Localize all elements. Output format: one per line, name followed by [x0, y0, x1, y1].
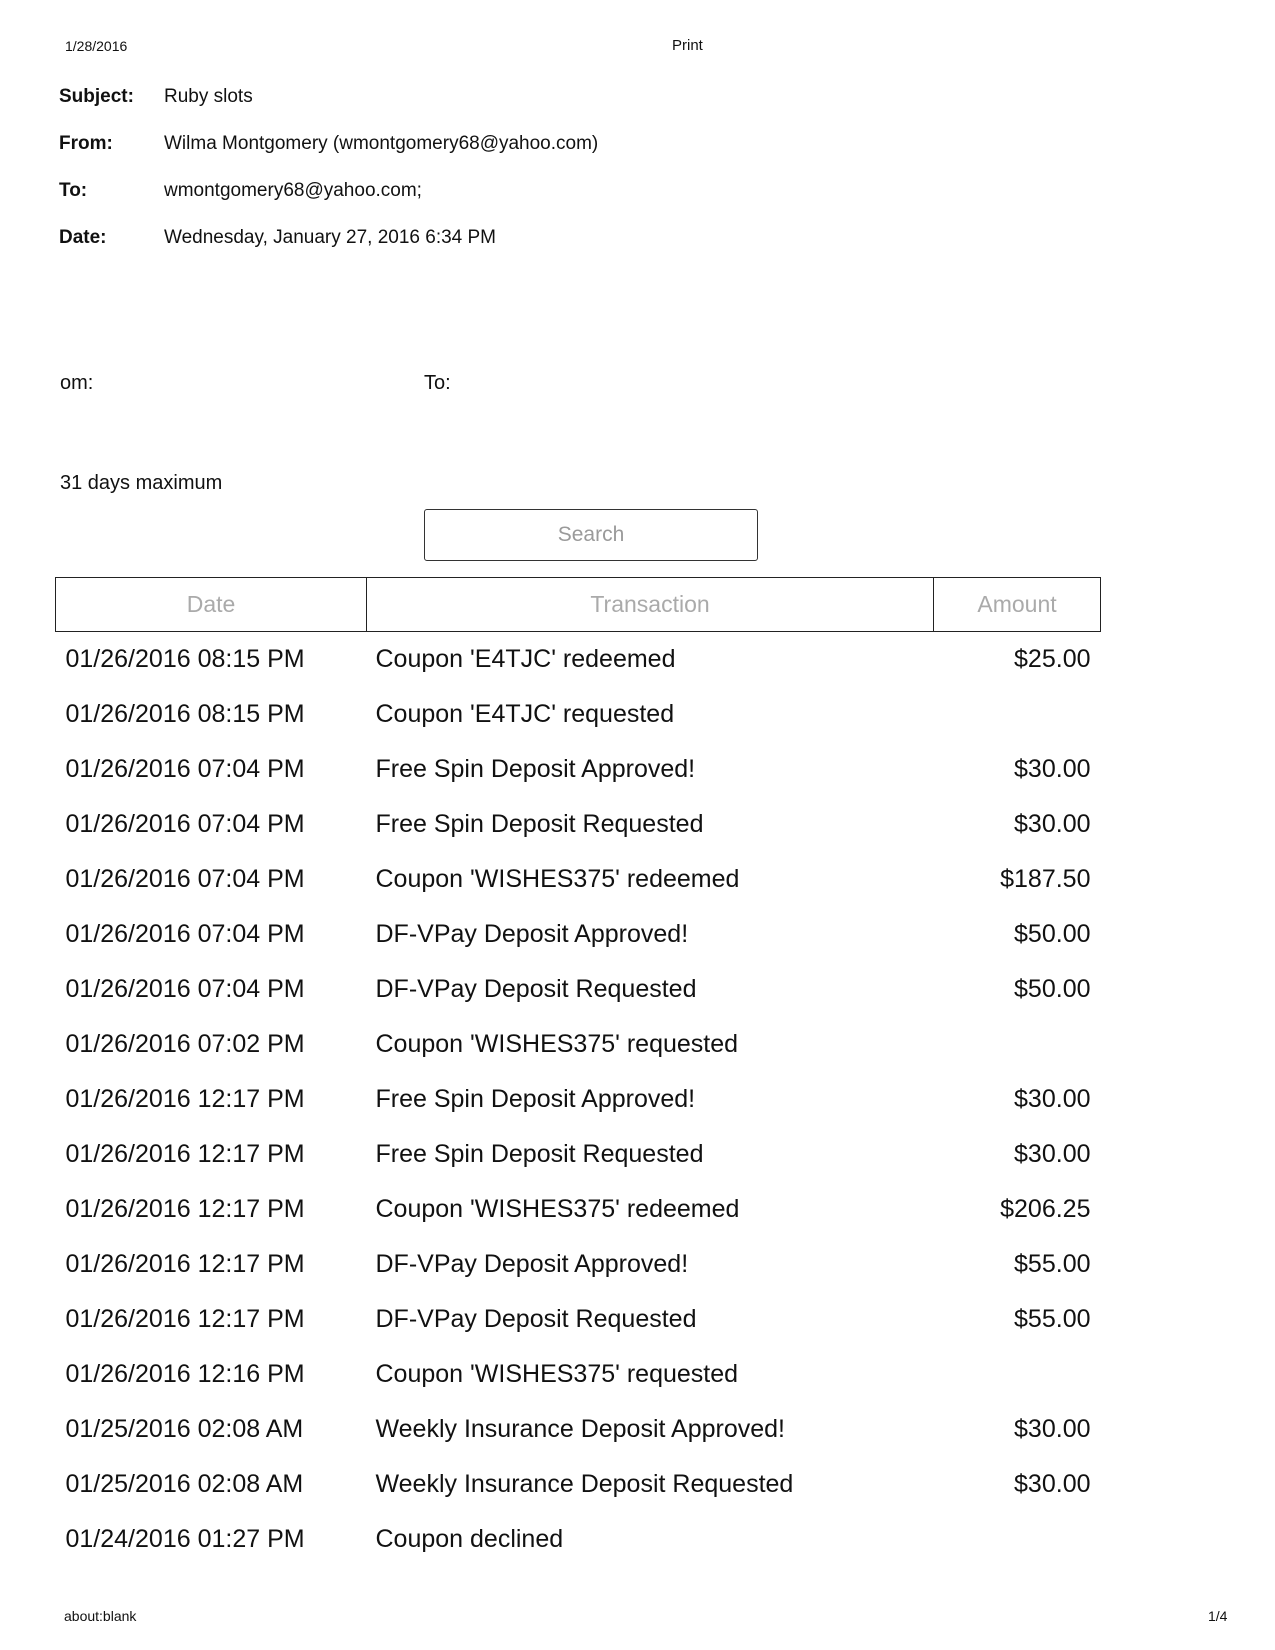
table-row [56, 1127, 1101, 1182]
date-label: Date: [59, 227, 107, 248]
row-date: 01/26/2016 07:04 PM [65, 920, 305, 948]
row-amount: $30.00 [1014, 810, 1091, 838]
row-amount: $30.00 [1014, 1415, 1091, 1443]
to-value: wmontgomery68@yahoo.com; [164, 180, 422, 201]
table-row [56, 632, 1101, 688]
row-date: 01/26/2016 07:04 PM [65, 975, 305, 1003]
row-amount: $30.00 [1014, 1140, 1091, 1168]
email-from-row [59, 133, 598, 155]
footer-url: about:blank [64, 1608, 137, 1624]
row-transaction: Coupon 'WISHES375' redeemed [375, 865, 740, 893]
row-date: 01/26/2016 12:17 PM [65, 1305, 305, 1333]
row-transaction: DF-VPay Deposit Approved! [375, 920, 689, 948]
row-date: 01/26/2016 12:17 PM [65, 1195, 305, 1223]
row-date: 01/25/2016 02:08 AM [65, 1415, 304, 1443]
column-header-transaction[interactable]: Transaction [367, 578, 934, 632]
table-header-row [56, 578, 1101, 632]
row-date: 01/26/2016 07:04 PM [65, 865, 305, 893]
to-label: To: [59, 180, 88, 201]
date-value: Wednesday, January 27, 2016 6:34 PM [164, 227, 497, 248]
table-row [56, 687, 1101, 742]
filter-to-label: To: [424, 372, 451, 394]
row-date: 01/26/2016 07:02 PM [65, 1030, 305, 1058]
email-to-row [59, 180, 422, 202]
table-row [56, 1017, 1101, 1072]
row-date: 01/26/2016 08:15 PM [65, 645, 305, 673]
row-transaction: Free Spin Deposit Approved! [375, 1085, 696, 1113]
table-row [56, 1237, 1101, 1292]
subject-label: Subject: [59, 86, 134, 107]
row-transaction: Free Spin Deposit Requested [375, 1140, 704, 1168]
row-amount: $50.00 [1014, 920, 1091, 948]
row-amount [934, 1017, 1101, 1072]
row-transaction: Weekly Insurance Deposit Requested [375, 1470, 794, 1498]
email-subject-row [59, 86, 253, 108]
footer-page-number: 1/4 [1208, 1608, 1228, 1624]
filter-from-label: om: [60, 372, 94, 394]
row-transaction: Coupon 'E4TJC' requested [375, 700, 675, 728]
row-transaction: DF-VPay Deposit Approved! [375, 1250, 689, 1278]
row-amount: $55.00 [1014, 1305, 1091, 1333]
row-amount: $30.00 [1014, 755, 1091, 783]
row-transaction: Free Spin Deposit Requested [375, 810, 704, 838]
search-button[interactable]: Search [424, 509, 758, 561]
subject-value: Ruby slots [164, 86, 253, 107]
row-amount: $55.00 [1014, 1250, 1091, 1278]
row-date: 01/26/2016 07:04 PM [65, 810, 305, 838]
row-transaction: Coupon 'WISHES375' requested [375, 1360, 739, 1388]
row-date: 01/26/2016 08:15 PM [65, 700, 305, 728]
table-row [56, 962, 1101, 1017]
row-transaction: Coupon 'WISHES375' requested [375, 1030, 739, 1058]
date-range-hint: 31 days maximum [60, 472, 223, 494]
row-date: 01/25/2016 02:08 AM [65, 1470, 304, 1498]
row-amount: $187.50 [1000, 865, 1091, 893]
transactions-table [55, 577, 1101, 1567]
table-row [56, 1182, 1101, 1237]
row-date: 01/26/2016 12:17 PM [65, 1140, 305, 1168]
row-amount: $30.00 [1014, 1470, 1091, 1498]
table-row [56, 797, 1101, 852]
row-transaction: DF-VPay Deposit Requested [375, 975, 697, 1003]
from-value: Wilma Montgomery (wmontgomery68@yahoo.com) [164, 133, 599, 154]
print-label: Print [672, 37, 703, 54]
row-amount [934, 687, 1101, 742]
table-row [56, 1292, 1101, 1347]
table-row [56, 742, 1101, 797]
table-row [56, 852, 1101, 907]
row-date: 01/26/2016 07:04 PM [65, 755, 305, 783]
column-header-date[interactable]: Date [56, 578, 367, 632]
print-date: 1/28/2016 [65, 38, 128, 54]
row-transaction: Coupon declined [375, 1525, 564, 1553]
row-amount: $25.00 [1014, 645, 1091, 673]
row-amount: $30.00 [1014, 1085, 1091, 1113]
row-amount [934, 1512, 1101, 1567]
row-transaction: Free Spin Deposit Approved! [375, 755, 696, 783]
table-row [56, 1512, 1101, 1567]
row-transaction: Coupon 'E4TJC' redeemed [375, 645, 676, 673]
row-transaction: DF-VPay Deposit Requested [375, 1305, 697, 1333]
table-row [56, 1072, 1101, 1127]
row-amount: $50.00 [1014, 975, 1091, 1003]
table-row [56, 1347, 1101, 1402]
row-amount: $206.25 [1000, 1195, 1091, 1223]
row-date: 01/24/2016 01:27 PM [65, 1525, 305, 1553]
email-date-row [59, 227, 496, 249]
from-label: From: [59, 133, 113, 154]
table-row [56, 1457, 1101, 1512]
table-row [56, 907, 1101, 962]
row-date: 01/26/2016 12:17 PM [65, 1250, 305, 1278]
row-date: 01/26/2016 12:17 PM [65, 1085, 305, 1113]
row-transaction: Coupon 'WISHES375' redeemed [375, 1195, 740, 1223]
row-transaction: Weekly Insurance Deposit Approved! [375, 1415, 785, 1443]
row-date: 01/26/2016 12:16 PM [65, 1360, 305, 1388]
table-row [56, 1402, 1101, 1457]
column-header-amount[interactable]: Amount [934, 578, 1101, 632]
row-amount [934, 1347, 1101, 1402]
